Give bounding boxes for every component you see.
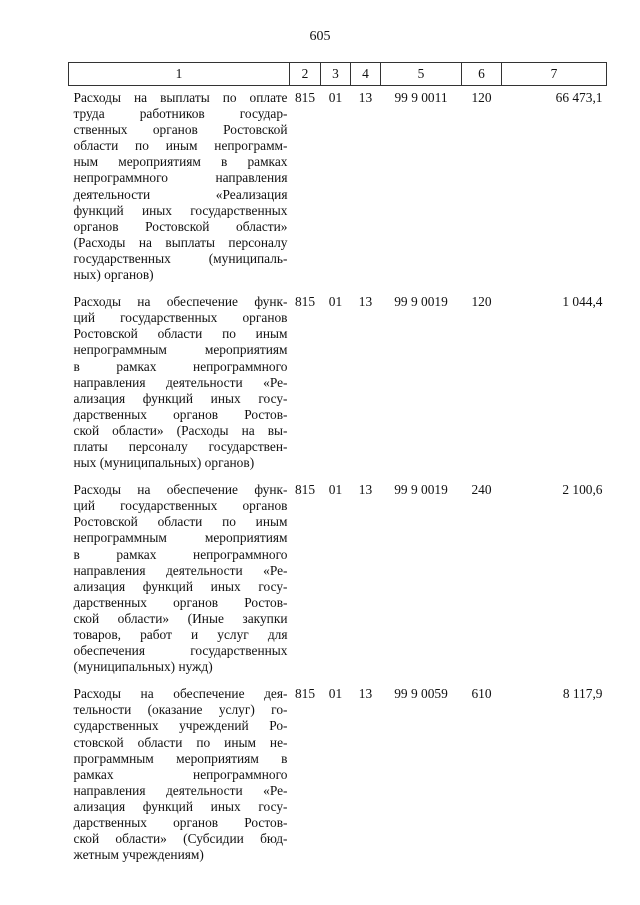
- description-line: труда работников государ-: [73, 106, 288, 122]
- description-line: обеспечения государственных: [73, 643, 288, 659]
- description-line: ным мероприятиям в рамках: [73, 154, 288, 170]
- description-line: ской области» (Иные закупки: [73, 610, 288, 626]
- description-line: стовской области по иным не-: [73, 734, 288, 750]
- expense-description: [69, 682, 290, 870]
- table-body: [69, 86, 607, 871]
- description-line: ных) органов): [73, 267, 154, 283]
- subsection-code: 13: [358, 686, 373, 702]
- description-line: товаров, работ и услуг для: [73, 627, 288, 642]
- description-line: жетным учреждениям): [73, 847, 204, 863]
- description-line: ализация функций иных госу-: [73, 390, 288, 406]
- description-line: Ростовской области по иным: [73, 514, 288, 530]
- header-col-7: 7: [502, 63, 607, 86]
- subsection-code: 13: [358, 482, 373, 498]
- description-line: Расходы на выплаты по оплате: [73, 90, 288, 105]
- expense-type-code: 120: [471, 294, 492, 310]
- description-line: деятельности «Реализация: [73, 186, 288, 202]
- description-line: сударственных учреждений Ро-: [73, 718, 288, 734]
- description-line: ализация функций иных госу-: [73, 798, 288, 814]
- description-line: Ростовской области по иным: [73, 326, 288, 342]
- description-line: ций государственных органов: [73, 498, 288, 514]
- amount-value: 66 473,1: [555, 90, 603, 105]
- target-article-code: 99 9 0019: [394, 294, 448, 310]
- description-line: ской области» (Расходы на вы-: [73, 422, 288, 438]
- description-line: рамках непрограммного: [73, 766, 288, 782]
- amount-value: 2 100,6: [562, 482, 603, 498]
- table-row: [69, 682, 607, 870]
- description-line: органов Ростовской области»: [73, 218, 288, 234]
- amount-value: 1 044,4: [562, 294, 603, 310]
- section-code: 01: [328, 482, 343, 498]
- description-line: в рамках непрограммного: [73, 358, 288, 374]
- description-line: Расходы на обеспечение дея-: [73, 686, 288, 702]
- ministry-code: 815: [294, 90, 316, 105]
- ministry-code: 815: [294, 482, 316, 498]
- description-line: Расходы на обеспечение функ-: [73, 482, 288, 498]
- description-line: программным мероприятиям в: [73, 750, 288, 766]
- description-line: непрограммным мероприятиям: [73, 530, 288, 546]
- description-line: ных (муниципальных) органов): [73, 455, 255, 471]
- expense-type-code: 610: [471, 686, 492, 702]
- table-row: [69, 86, 607, 291]
- description-line: платы персоналу государствен-: [73, 438, 288, 454]
- subsection-code: 13: [358, 294, 373, 310]
- section-code: 01: [328, 294, 343, 310]
- expense-description: [69, 478, 290, 682]
- expense-type-code: 240: [471, 482, 492, 498]
- description-line: в рамках непрограммного: [73, 546, 288, 562]
- header-col-5: 5: [381, 63, 462, 86]
- description-line: дарственных органов Ростов-: [73, 594, 288, 610]
- target-article-code: 99 9 0059: [394, 686, 448, 702]
- target-article-code: 99 9 0011: [394, 90, 448, 105]
- table-row: [69, 478, 607, 682]
- description-line: области по иным непрограмм-: [73, 138, 288, 154]
- ministry-code: 815: [294, 686, 316, 702]
- header-col-1: 1: [69, 63, 290, 86]
- description-line: дарственных органов Ростов-: [73, 406, 288, 422]
- page-number: 605: [309, 29, 331, 44]
- expense-description: [69, 86, 290, 291]
- subsection-code: 13: [358, 90, 373, 105]
- description-line: (муниципальных) нужд): [73, 659, 213, 675]
- section-code: 01: [328, 90, 343, 105]
- header-col-3: 3: [321, 63, 351, 86]
- expense-type-code: 120: [471, 90, 492, 105]
- description-line: ализация функций иных госу-: [73, 578, 288, 594]
- description-line: непрограммного направления: [73, 170, 288, 186]
- table-header: [69, 63, 607, 86]
- expense-description: [69, 290, 290, 478]
- description-line: направления деятельности «Ре-: [73, 562, 288, 578]
- amount-value: 8 117,9: [562, 686, 603, 702]
- description-line: направления деятельности «Ре-: [73, 374, 288, 390]
- description-line: направления деятельности «Ре-: [73, 782, 288, 798]
- section-code: 01: [328, 686, 343, 702]
- description-line: государственных (муниципаль-: [73, 250, 288, 266]
- table-row: [69, 290, 607, 478]
- description-line: Расходы на обеспечение функ-: [73, 294, 288, 310]
- header-col-4: 4: [351, 63, 381, 86]
- description-line: тельности (оказание услуг) го-: [73, 702, 288, 718]
- budget-table: [68, 62, 607, 870]
- description-line: ской области» (Субсидии бюд-: [73, 831, 288, 847]
- target-article-code: 99 9 0019: [394, 482, 448, 498]
- header-col-6: 6: [462, 63, 502, 86]
- header-col-2: 2: [290, 63, 321, 86]
- description-line: непрограммным мероприятиям: [73, 342, 288, 358]
- description-line: ственных органов Ростовской: [73, 122, 288, 138]
- description-line: (Расходы на выплаты персоналу: [73, 234, 288, 250]
- description-line: дарственных органов Ростов-: [73, 815, 288, 831]
- description-line: функций иных государственных: [73, 202, 288, 218]
- description-line: ций государственных органов: [73, 310, 288, 326]
- header-row: [69, 63, 607, 86]
- ministry-code: 815: [294, 294, 316, 310]
